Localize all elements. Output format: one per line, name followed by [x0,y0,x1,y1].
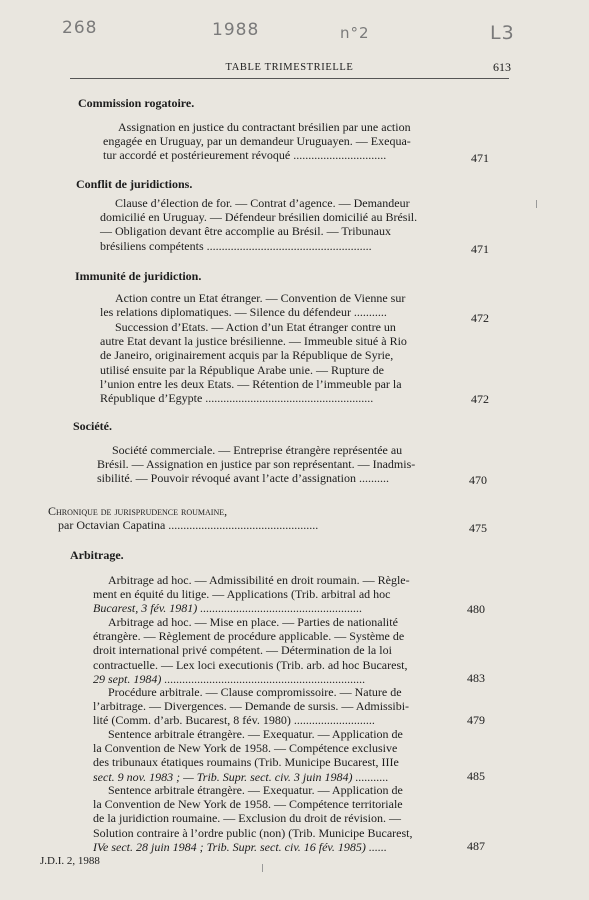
margin-mark [536,200,537,208]
entry-text [93,615,455,686]
entry-line: République d’Egypte ........................................................ [100,391,374,406]
handwritten-code: L3 [490,22,515,44]
chronicle-page-number: 475 [469,521,487,535]
entry-page-number: 480 [467,602,485,616]
entry-text [103,120,458,163]
entry-page-number: 472 [471,392,489,406]
entry-line: tur accordé et postérieurement révoqué ............................... [103,148,387,163]
entry-line: sect. 9 nov. 1983 ; — Trib. Supr. sect. civ. 3 juin 1984) ........... [93,769,389,784]
entry-line: sibilité. — Pouvoir révoqué avant l’acte d’assignation .......... [97,471,389,486]
entry-line: Arbitrage ad hoc. — Admissibilité en droit roumain. — Règle- [108,573,410,587]
entry-line: Procédure arbitrale. — Clause compromissoire. — Nature de [108,685,402,699]
entry-line: de Janeiro, originairement acquis par la République de Syrie, [100,348,394,363]
handwritten-issue: n°2 [340,24,370,42]
entry-page-number: 470 [469,473,487,487]
entry-page-number: 485 [467,769,485,783]
entry-line: — Obligation devant être accomplie au Brésil. — Tribunaux [100,224,391,239]
entry-line: étrangère. — Règlement de procédure applicable. — Système de [93,629,405,644]
entry-line: lité (Comm. d’arb. Bucarest, 8 fév. 1980) ........................... [93,713,375,728]
section-title-conflit-de-juridictions: Conflit de juridictions. [76,177,193,191]
entry-page-number: 483 [467,671,485,685]
footer-journal-ref: J.D.I. 2, 1988 [40,855,100,867]
entry-line: engagée en Uruguay, par un demandeur Uruguayen. — Exequa- [103,134,411,149]
entry-text [93,573,455,616]
entry-line: droit international privé compétent. — Détermination de la loi [93,643,392,658]
entry-line: domicilié en Uruguay. — Défendeur brésilien domicilié au Brésil. [100,210,418,225]
entry-line: Clause d’élection de for. — Contrat d’agence. — Demandeur [115,196,410,210]
entry-line: Sentence arbitrale étrangère. — Exequatur. — Application de [108,727,403,741]
running-header [70,62,509,79]
entry-text [93,783,455,854]
entry-line: contractuelle. — Lex loci executionis (Trib. arb. ad hoc Bucarest, [93,657,408,672]
entry-line: Société commerciale. — Entreprise étrangère représentée au [112,443,403,457]
entry-page-number: 472 [471,311,489,325]
entry-line: Brésil. — Assignation en justice par son représentant. — Inadmis- [97,457,416,472]
entry-line: utilisé ensuite par la République Arabe unie. — Rupture de [100,362,384,377]
section-title-societe: Société. [73,419,112,433]
entry-text [100,320,458,405]
entry-line: la Convention de New York de 1958. — Compétence territoriale [93,797,403,812]
entry-line: l’union entre les deux Etats. — Rétention de l’immeuble par la [100,376,402,391]
entry-line: Solution contraire à l’ordre public (non) (Trib. Municipe Bucarest, [93,825,413,840]
chronicle-heading [48,504,448,532]
entry-line: Sentence arbitrale étrangère. — Exequatur. — Application de [108,783,403,797]
header-page-number: 613 [493,60,511,74]
chronicle-author: par Octavian Capatina .................................................. [58,518,319,532]
entry-page-number: 487 [467,839,485,853]
entry-page-number: 479 [467,713,485,727]
entry-text [97,443,455,486]
entry-page-number: 471 [471,151,489,165]
handwritten-year: 1988 [212,20,260,40]
entry-line: les relations diplomatiques. — Silence du défendeur ........... [100,305,387,320]
section-title-immunite-de-juridiction: Immunité de juridiction. [75,269,202,283]
entry-line: Assignation en justice du contractant brésilien par une action [118,120,411,134]
section-title-commission-rogatoire: Commission rogatoire. [78,96,195,110]
entry-line: l’arbitrage. — Divergences. — Demande de sursis. — Admissibi- [93,699,410,714]
entry-line: Succession d’Etats. — Action d’un Etat étranger contre un [115,320,396,334]
handwritten-number: 268 [62,18,98,38]
entry-line: des tribunaux étatiques roumains (Trib. Municipe Bucarest, IIIe [93,755,399,770]
entry-text [93,727,455,784]
entry-line: brésiliens compétents ....................................................... [100,238,372,253]
entry-line: de la juridiction roumaine. — Exclusion du droit de révision. — [93,811,401,826]
entry-line: autre Etat devant la justice brésilienne. — Immeuble situé à Rio [100,334,407,349]
entry-line: IVe sect. 28 juin 1984 ; Trib. Supr. sect. civ. 16 fév. 1985) ...... [93,839,387,854]
entry-text [100,196,458,253]
entry-line: Action contre un Etat étranger. — Convention de Vienne sur [115,291,406,305]
section-title-arbitrage: Arbitrage. [70,548,124,562]
entry-text [100,291,458,319]
margin-mark [262,864,263,872]
entry-line: la Convention de New York de 1958. — Compétence exclusive [93,741,398,756]
entry-line: Arbitrage ad hoc. — Mise en place. — Parties de nationalité [108,615,398,629]
entry-line: 29 sept. 1984) ................................................................... [93,671,366,686]
entry-line: Bucarest, 3 fév. 1981) ...................................................... [93,601,363,616]
chronicle-title: Chronique de jurisprudence roumaine, [48,504,228,518]
header-title: TABLE TRIMESTRIELLE [225,62,354,73]
entry-page-number: 471 [471,242,489,256]
entry-text [93,685,455,728]
entry-line: ment en équité du litige. — Applications (Trib. arbitral ad hoc [93,587,391,602]
